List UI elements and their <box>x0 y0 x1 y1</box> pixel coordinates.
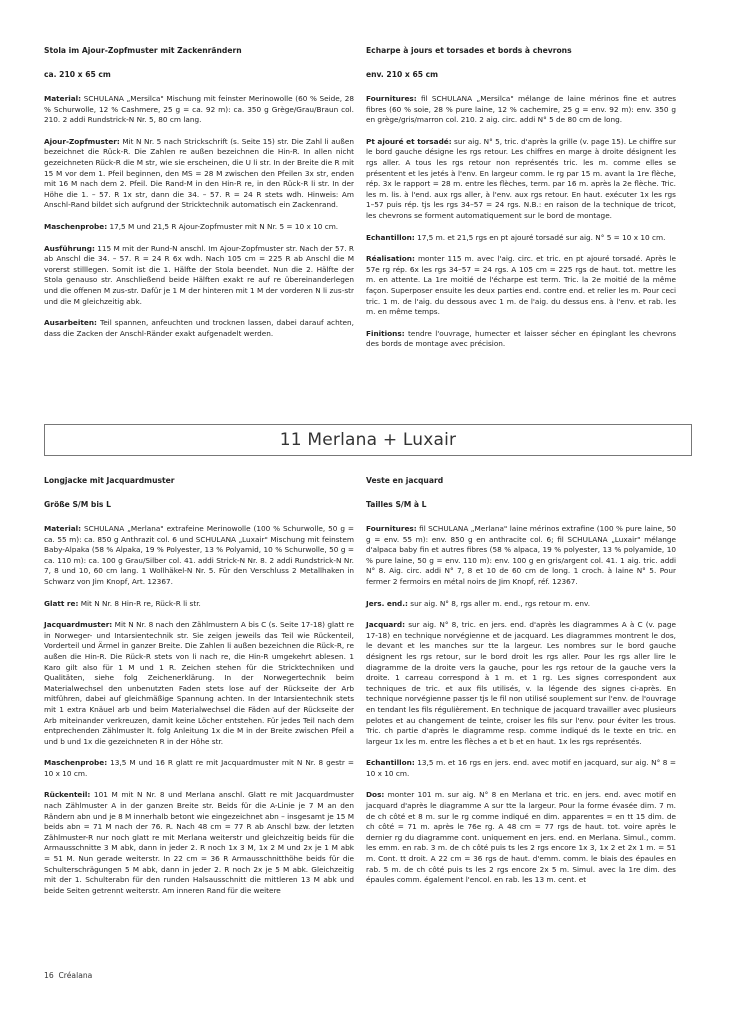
section-banner-title: 11 Merlana + Luxair <box>279 430 457 450</box>
stola-column <box>44 46 354 350</box>
veste-jersey: Jers. end.: sur aig. N° 8, rgs aller m. end., rgs retour m. env. <box>366 598 591 608</box>
veste-dos: Dos: monter 101 m. sur aig. N° 8 en Merlana et tric. en jers. end. avec motif en jacquard d'après le diagramme A sur tte la largeur. Pour la forme évasée dim. 7 m. de ch côté et 8 m. sur le rg comme indiqué en dim. apparentes = en tt 15 dim. de ch côté = 71 m. après le 76e rg. A 48 cm = 77 rgs de haut. tot. voire après le dernier rg du diagramme cont. uniquement en jers. end. en Merlana. Simul., comm. les emm. en rab. 3 m. de ch côté puis ts les 2 rgs encore 1x 3, 1x 2 et 2x 1 m. = 51 m. Cont. tt droit. A 22 cm = 36 rgs de haut. d'emm. comm. le biais des épaules en rab. 5 m. de ch côté puis ts les 2 rgs encore 2x 5 m. Simul. avec la 1re dim. des épaules comm. également l'encol. en rab. les 13 m. cent. et <box>366 790 676 885</box>
footer-brand: Créalana <box>58 971 93 980</box>
stola-title: Stola im Ajour-Zopfmuster mit Zackenrändern <box>44 46 242 55</box>
section-banner <box>44 424 692 456</box>
veste-gauge: Echantillon: 13,5 m. et 16 rgs en jers. end. avec motif en jacquard, sur aig. N° 8 = 10 x 10 cm. <box>366 758 676 778</box>
echarpe-realisation: Réalisation: monter 115 m. avec l'aig. circ. et tric. en pt ajouré torsadé. Après le 57e rg rép. 6x les rgs 34–57 = 24 rgs. A 105 cm = 225 rgs de haut. tot. mettre les m. en attente. La 1re moitié de l'écharpe est term. Tric. la 2e moitié de la même façon. Superposer ensuite les deux parties end. contre end. et relier les m. Pour ceci tric. 1 m. de l'aig. du dessous avec 1 m. de l'aig. du dessus ens. à l'env. et rab. les m. en même temps. <box>366 254 676 317</box>
stola-finishing: Ausarbeiten: Teil spannen, anfeuchten und trocknen lassen, dabei darauf achten, dass die Zacken der Anschl-Ränder exakt aufgenadelt werden. <box>44 318 354 338</box>
longjacke-size: Größe S/M bis L <box>44 500 111 509</box>
veste-jacquard: Jacquard: sur aig. N° 8, tric. en jers. end. d'après les diagrammes A à C (v. page 17-18) en technique norvégienne et de jacquard. Les diagrammes montrent le dos, le devant et les manches sur tte la largeur. Les nombres sur le bord gauche désignent les rgs retour, sur le bord droit les rgs aller. Pour les rgs aller lire le diagramme de la droite vers la gauche, pour les rgs retour de la gauche vers la droite. 1 carreau correspond à 1 m. et 1 rg. Les signes correspondent aux techniques de tric. et aux fils utilisés, v. la légende des signes ci-après. En technique norvégienne passer tjs le fil non utilisé souplement sur l'env. de l'ouvrage en tendant les fils régulièrement. En technique de jacquard travailler avec plusieurs pelotes et au changement de teinte, croiser les fils sur l'env. pour éviter les trous. Tric. ch partie d'après le diagramme resp. comme indiqué ds le texte en tric. en largeur 1x les m. entre les flèches a et b et en haut. 1x les rgs représentés. <box>366 620 676 746</box>
longjacke-back: Rückenteil: 101 M mit N Nr. 8 und Merlana anschl. Glatt re mit Jacquardmuster nach Zählmuster A in der ganzen Breite str. Beids für die A-Linie je 7 M an den Rändern abn und je 8 M innerhalb betont wie eingezeichnet abn – insgesamt je 15 M beids abn = 71 M nach der 76. R. Nach 48 cm = 77 R ab Anschl bzw. der letzten Zählmuster-R nur noch glatt re mit Merlana weiterstr und gleichzeitig beids für die Armausschnitte 3 M abk, dann in jeder 2. R noch 1x 3 M, 1x 2 M und 2x je 1 M abk = 51 M. Nun gerade weiterstr. In 22 cm = 36 R Armausschnitthöhe beids für die Schulterschrägungen 5 M abk, dann in jeder 2. R noch 2x je 5 M abk. Gleichzeitig mit der 1. Schulterabn für den runden Halsausschnitt die mittleren 13 M abk und beide Seiten getrennt weiterstr. Am inneren Rand für die weitere <box>44 790 354 895</box>
echarpe-finitions: Finitions: tendre l'ouvrage, humecter et laisser sécher en épinglant les chevrons des bords de montage avec précision. <box>366 328 676 349</box>
echarpe-size: env. 210 x 65 cm <box>366 70 439 79</box>
echarpe-stitch: Pt ajouré et torsadé: sur aig. N° 5, tric. d'après la grille (v. page 15). Le chiffre sur le bord gauche désigne les rgs retour. Les chiffres en marge à droite désignent les rgs aller. A tous les rgs retour non représentés tric. les m. comme elles se présentent et les jetés à l'env. En largeur comm. le rg par 15 m. avant la 1re flèche, rép. 3x le rapport = 28 m. entre les flèches, term. par 16 m. après la 2e flèche. Tric. les m. lis. à l'end. aux rgs aller, à l'env. aux rgs retour. En haut. exécuter 1x les rgs 1–57 puis rép. tjs les rgs 34–57 = 24 rgs. N.B.: en raison de la technique de tricot, les chevrons se forment automatiquement sur le bord de montage. <box>366 136 676 220</box>
veste-column <box>366 476 676 897</box>
stola-material: Material: SCHULANA „Mersilca" Mischung mit feinster Merinowolle (60 % Seide, 28 % Schurwolle, 12 % Cashmere, 25 g = ca. 92 m): ca. 350 g Grège/Grau/Braun col. 210. 2 addi Rundstrick-N Nr. 5, 80 cm lang. <box>44 94 354 125</box>
longjacke-material: Material: SCHULANA „Merlana" extrafeine Merinowolle (100 % Schurwolle, 50 g = ca. 55 m): ca. 850 g Anthrazit col. 6 und SCHULANA „Luxair" Mischung mit feinstem Baby-Alpaka (58 % Alpaka, 19 % Polyester, 13 % Polyamid, 10 % Schurwolle, 50 g = ca. 110 m): ca. 100 g Grau/Silber col. 41. addi Strick-N Nr. 8. 2 addi Rundstrick-N Nr. 7, 8 und 10, 60 cm lang. 1 Wollhäkel-N Nr. 5. Für den Verschluss 2 Metallhaken in Schwarz von Jim Knopf, Art. 12367. <box>44 524 354 586</box>
veste-fournitures: Fournitures: fil SCHULANA „Merlana" laine mérinos extrafine (100 % pure laine, 50 g = env. 55 m): env. 850 g en anthracite col. 6; fil SCHULANA „Luxair" mélange d'alpaca baby fin et autres fibres (58 % alpaca, 19 % polyester, 13 % polyamide, 10 % pure laine, 50 g = env. 110 m): env. 100 g en gris/argent col. 41. 1 aig. tric. addi N° 8. Aig. circ. addi N° 7, 8 et 10 de 60 cm de long. 1 croch. à laine N° 5. Pour fermer 2 fermoirs en métal noirs de Jim Knopf, réf. 12367. <box>366 524 676 586</box>
stola-gauge: Maschenprobe: 17,5 M und 21,5 R Ajour-Zopfmuster mit N Nr. 5 = 10 x 10 cm. <box>44 221 339 231</box>
page-footer <box>44 971 92 980</box>
echarpe-fournitures: Fournitures: fil SCHULANA „Mersilca" mélange de laine mérinos fine et autres fibres (60 % soie, 28 % pure laine, 12 % cachemire, 25 g = env. 92 m): env. 350 g en grège/gris/marron col. 210. 2 aig. circ. addi N° 5 de 80 cm de long. <box>366 94 676 125</box>
longjacke-glatt: Glatt re: Mit N Nr. 8 Hin-R re, Rück-R li str. <box>44 598 201 608</box>
longjacke-gauge: Maschenprobe: 13,5 M und 16 R glatt re mit Jacquardmuster mit N Nr. 8 gestr = 10 x 10 cm. <box>44 758 354 778</box>
longjacke-title: Longjacke mit Jacquardmuster <box>44 476 175 485</box>
stola-pattern: Ajour-Zopfmuster: Mit N Nr. 5 nach Strickschrift (s. Seite 15) str. Die Zahl li außen bezeichnet die Rück-R. Die Zahlen re außen bezeichnen die Hin-R. In allen nicht gezeichneten Rück-R die M str, wie sie erscheinen, die U li str. In der Breite die R mit 15 M vor dem 1. Pfeil beginnen, den MS = 28 M zwischen den Pfeilen 3x str, enden mit 16 M nach dem 2. Pfeil. Die Rand-M in den Hin-R re, in den Rück-R li str. In der Höhe die 1. – 57. R 1x str, dann die 34. – 57. R = 24 R stets wdh. Hinweis: Am Anschl-Rand bildet sich aufgrund der Stricktechnik automatisch ein Zackenrand. <box>44 136 354 210</box>
veste-size: Tailles S/M à L <box>366 500 427 509</box>
stola-size: ca. 210 x 65 cm <box>44 70 111 79</box>
echarpe-column <box>366 46 676 361</box>
echarpe-title: Echarpe à jours et torsades et bords à chevrons <box>366 46 572 55</box>
longjacke-column <box>44 476 354 907</box>
veste-title: Veste en jacquard <box>366 476 444 485</box>
echarpe-gauge: Echantillon: 17,5 m. et 21,5 rgs en pt ajouré torsadé sur aig. N° 5 = 10 x 10 cm. <box>366 232 666 242</box>
stola-execution: Ausführung: 115 M mit der Rund-N anschl. Im Ajour-Zopfmuster str. Nach der 57. R ab Anschl die 34. – 57. R = 24 R 6x wdh. Nach 105 cm = 225 R ab Anschl die M vorerst stilllegen. Somit ist die 1. Hälfte der Stola beendet. Nun die 2. Hälfte der Stola genauso str. Anschließend beide Hälften exakt re auf re übereinanderlegen und die offenen M zus-str. Dafür je 1 M der hinteren mit 1 M der vorderen N li zus-str und die M gleichzeitig abk. <box>44 243 354 306</box>
page-number: 16 <box>44 971 54 980</box>
longjacke-jacquard: Jacquardmuster: Mit N Nr. 8 nach den Zählmustern A bis C (s. Seite 17-18) glatt re in Norweger- und Intarsientechnik str. Sie zeigen jeweils das Teil wie Rückenteil, Vorderteil und Ärmel in ganzer Breite. Die Zahlen li außen bezeichnen die Rück-R, re außen die Hin-R. Die Rück-R stets von li nach re, die Hin-R umgekehrt ablesen. 1 Karo gilt also für 1 M und 1 R. Zeichen stehen für die Stricktechniken und Qualitäten, siehe folg Zeichenerklärung. In der Norwegertechnik beim Materialwechsel den unbenutzten Faden stets lose auf der Rückseite der Arb mitführen, dabei auf gleichmäßige Spannung achten. In der Intarsientechnik stets mit 1 extra Knäuel arb und beim Materialwechsel die Fäden auf der Rückseite der Arb miteinander verkreuzen, damit keine Löcher entstehen. Für jedes Teil nach dem entprechenden Zählmuster lt. folg Anleitung 1x die M in der Breite zwischen Pfeil a und b und 1x die gezeichneten R in der Höhe str. <box>44 620 354 746</box>
